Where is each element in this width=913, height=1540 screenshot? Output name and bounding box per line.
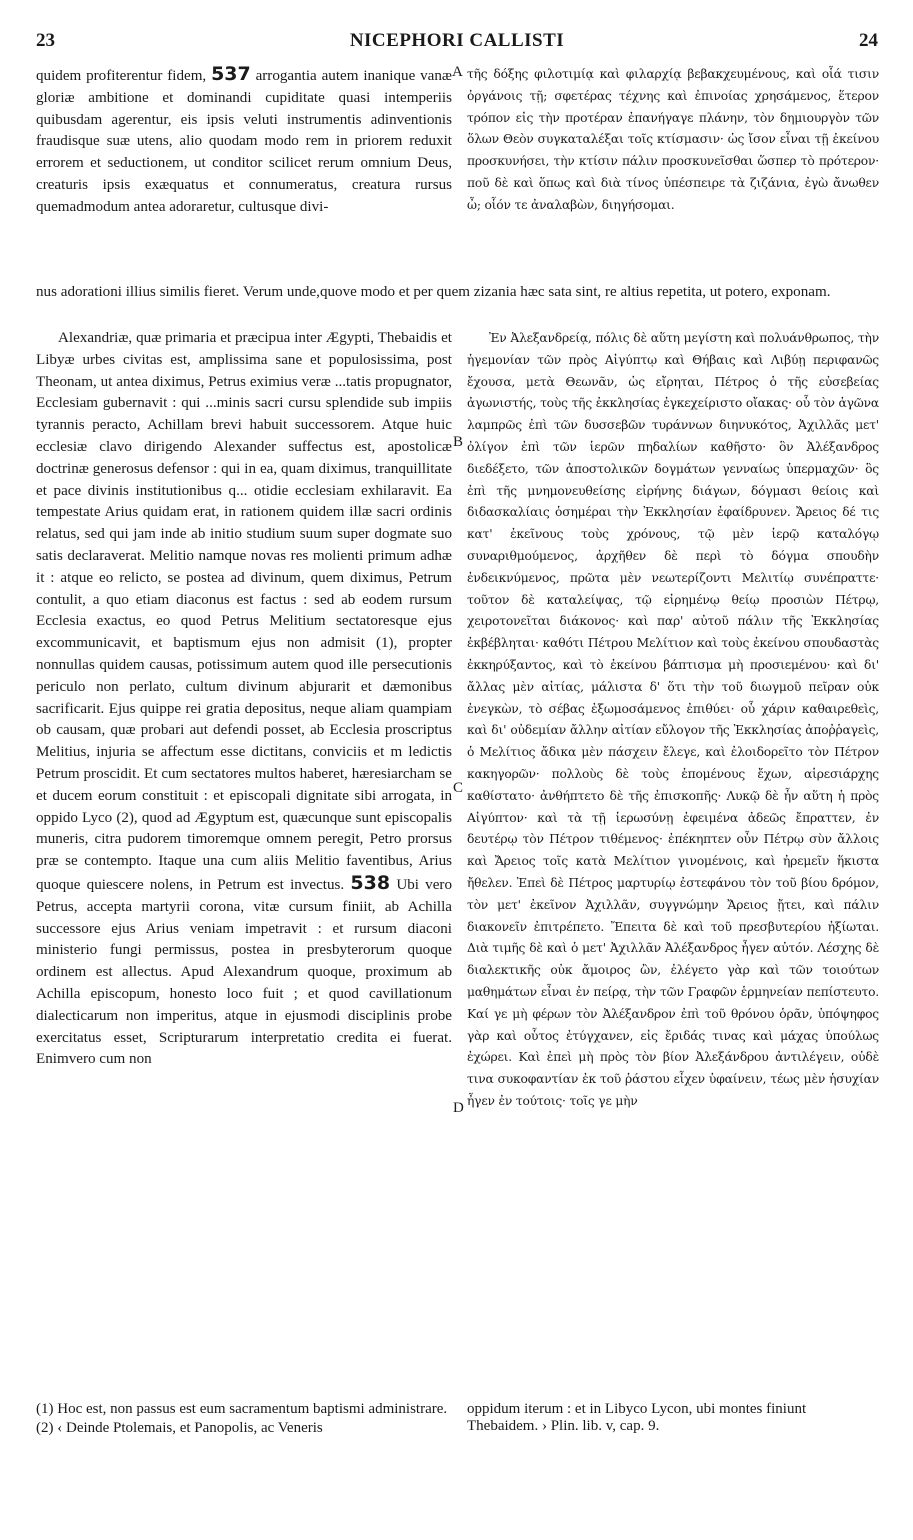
latin-main-tail: Ubi vero Petrus, accepta martyrii corona, vitæ cursum finiit, ab Achilla successore ejus Arius veniam impetravit : et rursum diaconi ministerio fungi permissus, postea in presbyterorum quoque ordinem est allectus. Apud Alexandrum quoque, proximum ab Achilla episcopum, honesto loco fuit ; et quod cavillationum dialecticarum non imperitus, atque in ejusmodi disciplinis probe exercitatus esset, Scripturarum interpretatio credita ei fuerat. Enimvero cum non — [36, 876, 452, 1068]
footnote-1: (1) Hoc est, non passus est eum sacramentum baptismi administrare. — [36, 1401, 448, 1417]
footnote-2: (2) ‹ Deinde Ptolemais, et Panopolis, ac Veneris — [36, 1420, 323, 1436]
latin-top-post: arrogantia autem inanique vanæ gloriæ ambitione et dominandi cupiditate quasi intemperiis quibusdam agerentur, eis ipsis veluti instrumentis adinventionis fraudisque suæ utens, alio quodam modo rem in priorem reduxit errorem et seductionem, ut conditor scilicet rerum omnium Deus, creaturis ipsis exæquatus et connumeratus, creatura rursus quemadmodum antea adoraretur, cultusque divi- — [36, 68, 452, 215]
latin-full-width-line — [36, 282, 878, 326]
greek-main-column — [467, 328, 879, 1390]
greek-top-paragraph: τῆς δόξης φιλοτιμίᾳ καὶ φιλαρχίᾳ βεβακχευμένους, καὶ οἷά τισιν ὀργάνοις τῇ; σφετέρας τέχνης καὶ ἐπινοίας χρησάμενος, ἕτερον τρόπον εἰς τὴν προτέραν ἐπανήγαγε πλάνην, τὸν δημιουργὸν τῶν ὅλων Θεὸν συγκαταλέξαι τοῖς κτίσμασιν· ὡς ἴσον εἶναι τῇ ἐκείνου προσκυνήσει, τὴν κτίσιν πάλιν προσκυνεῖσθαι ὥσπερ τὸ πρότερον· ποῦ δὲ καὶ ὅπως καὶ διὰ τίνος ὑπέσπειρε τὰ ζιζάνια, ἐγὼ ἄνωθεν ὦ; οἷόν τε ἀναλαβὼν, διηγήσομαι. — [467, 67, 879, 212]
margin-letter-c: C — [453, 780, 464, 796]
footnotes — [36, 1401, 452, 1439]
footnote-2-continued-block — [467, 1401, 879, 1435]
page-number-left: 23 — [36, 30, 55, 51]
page-number-right: 24 — [859, 30, 878, 51]
margin-letter-b: B — [453, 434, 464, 450]
latin-main-column — [36, 328, 452, 1390]
page-header — [36, 30, 878, 56]
latin-top-column — [36, 64, 452, 282]
footnote-2-continued: oppidum iterum : et in Libyco Lycon, ubi montes finiunt Thebaidem. › Plin. lib. v, cap. 9. — [467, 1401, 807, 1434]
greek-top-column — [467, 64, 879, 282]
section-number-538: 538 — [350, 871, 391, 894]
greek-main-paragraph: Ἐν Ἀλεξανδρείᾳ, πόλις δὲ αὕτη μεγίστη καὶ πολυάνθρωπος, τὴν ἡγεμονίαν τῶν πρὸς Αἰγύπτῳ καὶ Θήβαις καὶ Λιβύῃ περιφανῶς ἔχουσα, μετὰ Θεωνᾶν, ὡς εἴρηται, Πέτρος ὁ τῆς εὐσεβείας ἀγωνιστής, τοὺς τῆς ἐκκλησίας ἐγκεχείριστο οἴακας· οὗ τὸν ἀγῶνα λαμπρῶς ἐπὶ τῶν δυσσεβῶν τυράννων διηνυκότος, Ἀχιλλᾶς μετ' ὀλίγον ἐπὶ τῶν ἱερῶν πηδαλίων καθῆστο· ὃν Ἀλέξανδρος διεδέξετο, τῶν ἀποστολικῶν δογμάτων γενναίως ὑπερμαχῶν· ὃς ἐπὶ τῆς μνημονευθείσης εἰρήνης διάγων, δόγμασι θείοις καὶ διδασκαλίαις ὁσημέραι τὴν Ἐκκλησίαν ἐφαίδρυνεν. Ἄρειος δέ τις κατ' ἐκεῖνους τοὺς χρόνους, τῷ μὲν ἱερῷ καταλόγῳ συναριθμούμενος, ἀρχῆθεν δὲ περὶ τὸ δόγμα σπουδὴν ἐνδεικνύμενος, πρῶτα μὲν νεωτερίζοντι Μελιτίῳ συνέπραττε· τοῦτον δὲ καταλείψας, τῷ εἰρημένῳ θείῳ προσιὼν Πέτρῳ, χειροτονεῖται διάκονος· καὶ παρ' αὐτοῦ πάλιν τῆς Ἐκκλησίας ἐκβέβληται· καθότι Πέτρου Μελίτιον καὶ τοὺς ἐκείνου σπουδαστὰς ἐκκηρύξαντος, καὶ τὸ ἐκείνου βάπτισμα μὴ προσιεμένου· καὶ δι' ἄλλας μὲν αἰτίας, μάλιστα δ' ὅτι τὴν τοῦ διωγμοῦ πεῖραν οὐκ ἐνεγκὼν, τὸ σέβας ἐξωμοσάμενος ἐπιθύει· οὗ χάριν καθαιρεθεὶς, καὶ δι' οὐδεμίαν ἄλλην αἰτίαν εὔλογον τῆς Ἐκκλησίας ἀποῤῥαγεὶς, ὁ Μελίτιος ἄδικα μὲν πάσχειν ἔλεγε, καὶ ἐλοιδορεῖτο τὸν Πέτρον κακηγορῶν· πολλοὺς δὲ τοὺς ἑπομένους ἔχων, αἱρεσιάρχης καθίστατο· ἀνθήπτετο δὲ τῆς ἐπισκοπῆς· Λυκῷ δὲ ἦν αὕτη ἡ πρὸς Αἰγύπτον· καὶ τὰ τῇ ἱερωσύνῃ ἐφειμένα ἀδεῶς ἔπραττεν, ἐν δευτέρῳ τὸν Πέτρον τιθέμενος· ἐπέκηπτεν οὖν Πέτρῳ σὺν ἄλλοις καὶ Ἄρειος τοῖς κατὰ Μελίτιον γινομένοις, καὶ ἠρεμεῖν ἥκιστα ἤθελεν. Ἐπεὶ δὲ Πέτρος μαρτυρίῳ ἐστεφάνου τὸν τοῦ βίου δρόμον, τὸν μετ' ἐκεῖνον Ἀχιλλᾶν, συγγνώμην Ἄρειος ᾔτει, καὶ πάλιν διακονεῖν ἐπιτρέπετο. Ἔπειτα δὲ καὶ τοῦ πρεσβυτερίου ἠξίωται. Διὰ τιμῆς δὲ καὶ ὁ μετ' Ἀχιλλᾶν Ἀλέξανδρος ἦγεν αὐτόν. Λέσχης δὲ διαλεκτικῆς οὐκ ἄμοιρος ὢν, ἐλέγετο γὰρ καὶ τῶν τοιούτων μαθημάτων εἶναι ἐν πείρᾳ, τὴν τῶν Γραφῶν ἑρμηνείαν πεπίστευτο. Καί γε μὴ φέρων τὸν Ἀλέξανδρον ἐπὶ τοῦ θρόνου ὁρᾶν, ὑπόψηφος γὰρ καὶ οὗτος ἐτύγχανεν, εἰς ἔριδάς τινας καὶ μάχας ὑπούλως ἐχώρει. Καὶ ἐπεὶ μὴ πρὸς τὸν βίον Ἀλεξάνδρου ἀντιλέγειν, οὐδὲ τινα συκοφαντίαν ἐκ τοῦ ῥάστου εἶχεν ὑφαίνειν, τέως μὲν ἡσυχίαν ἦγεν ἐν τούτοις· τοῖς γε μὴν — [467, 331, 879, 1108]
latin-full-width-text: nus adorationi illius similis fieret. Verum unde,quove modo et per quem zizania hæc sata sint, re altius repetita, ut potero, exponam. — [36, 284, 831, 300]
latin-top-paragraph — [36, 64, 452, 219]
latin-top-pre: quidem profiterentur fidem, — [36, 68, 207, 84]
margin-letter-d: D — [453, 1100, 464, 1116]
latin-main-paragraph — [36, 328, 452, 1071]
section-number-537: 537 — [211, 64, 251, 85]
latin-main-text: Alexandriæ, quæ primaria et præcipua inter Ægypti, Thebaidis et Libyæ urbes civitas est, amplissima sane et populosissima, post Theonam, ut antea diximus, Petrus eximius veræ ...tatis propugnator, Ecclesiam gubernavit : qui ...minis sacri cursu splendide sub impiis tyrannis peracto, Achillam brevi habuit successorem. Atque huic ecclesiæ clavo dirigendo Alexander suffectus est, apostolicæ doctrinæ generosus defensor : qui in ea, quam diximus, tranquillitate et pace divinis institutionibus q... otidie ecclesiam exhilaravit. Ea tempestate Arius quidam erat, in rationem quidem illæ sacri ordinis relatus, sed qui jam inde ab initio studium suum super dogmate suo satis declaraverat. Melitio namque novas res molienti primum adhæ it : atque eo relicto, se postea ad divinum, quem diximus, Petrum contulit, a quo etiam diaconus est factus : sed ab eodem rursum Ecclesia exactus, eo quod Petrus Melitium sectatoresque ejus excommunicavit, et baptismum ejus non admisit (1), propter nonnullas quidem causas, potissimum autem quod ille persecutionis periculo non perlato, cultum divinum abjurarit et dæmonibus sacrificarit. Ejus quippe rei gratia depositus, neque aliam quampiam ob causam, quæ probari aut defendi posset, ab Ecclesia proscriptus Melitius, injuria se affectum esse dictitans, conviciis et m ledictis Petrum proscidit. Et cum sectatores multos haberet, hæresiarcham se et ducem eorum constituit : et episcopali dignitate sibi arrogata, in oppido Lyco (2), quod ad Ægyptum est, quæcunque sunt episcopalis muneris, citra pudorem timoremque omnem peregit, Petro prorsus præ se contempto. Itaque una cum aliis Melitio faventibus, Arius quoque quiescere nolens, in Petrum est invectus. — [36, 330, 452, 893]
margin-letter-a: A — [452, 64, 463, 80]
running-title: NICEPHORI CALLISTI — [349, 30, 565, 51]
